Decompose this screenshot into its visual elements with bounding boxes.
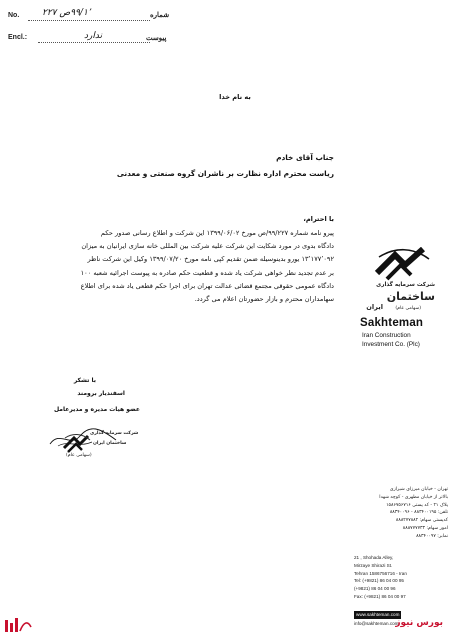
letter-body <box>80 227 334 306</box>
company-fa-line-4: (سهامی عام) <box>395 306 421 311</box>
letter-number-row <box>8 8 168 22</box>
enclosure-label: Encl.: <box>8 34 28 41</box>
contact-fa-block <box>352 486 448 541</box>
contact-en-line: Mirzaye Shirazi St. <box>354 562 393 568</box>
signer-name: اسفندیار برومند <box>77 390 125 397</box>
greeting: با احترام، <box>303 215 334 223</box>
contact-en-line: (+9821) 86 04 00 96 <box>354 586 396 592</box>
enclosure-fa-label: پیوست <box>146 35 167 42</box>
contact-fa-line: پلاک ۲۱ - کد پستی ۱۵۸۶۷۵۶۷۱۶ <box>386 502 448 508</box>
contact-fa-line: امور سهام: ۸۸۸۷۷۷۷۳۳ <box>402 525 448 531</box>
company-fa-line-2: ساختمان <box>386 290 435 303</box>
body-line: پیرو نامه شماره ۹۹/۲۲۷/ص مورخ ۱۳۹۹/۰۶/۰۲ این شرکت و اطلاع رسانی صدور حکم <box>100 229 334 237</box>
company-en-name: Sakhteman <box>360 317 424 329</box>
recipient-name: جناب آقای خادم <box>276 153 334 162</box>
company-en-line-2: Iran Construction <box>362 332 411 339</box>
company-fa-line-1: شرکت سرمایه گذاری <box>376 282 435 288</box>
contact-en-line: info@sakhteman.com <box>354 620 399 626</box>
closing: با تشکر <box>73 377 96 384</box>
body-line: سهامداران محترم و بازار حضورتان اعلام می گردد. <box>194 295 334 304</box>
contact-fa-line: بالاتر از خیابان مطهری - کوچه شهدا <box>379 494 448 500</box>
contact-en-line: Fax: (+9821) 86 04 00 97 <box>354 593 406 599</box>
number-value: ۹۹/۱٬ص ۲۲۷ <box>42 8 91 18</box>
company-logo-icon <box>373 247 433 281</box>
number-dotted-line <box>28 20 150 21</box>
basmala: به نام خدا <box>219 93 251 101</box>
contact-en-line: Tel: (+9821) 86 04 00 95 <box>354 578 404 584</box>
stamp-line-3: (سهامی عام) <box>66 453 92 458</box>
enclosure-value: ندارد <box>84 31 103 41</box>
company-stamp <box>30 424 140 474</box>
contact-en-line: Tehran 1586756716 - Iran <box>354 570 407 576</box>
contact-fa-line: تلفن: ۸۸۳۴۰۰۱۹۵ - ۸۸۳۴۰۰۹۶ <box>389 510 448 516</box>
contact-fa-line: کدپستی سهام: ۸۸۸۲۷۷۸۸۲ <box>395 518 448 524</box>
body-line: دادگاه عمومی حقوقی مجتمع قضائی عدالت تهران برای اجرا حکم قطعی یاد شده برای اطلاع <box>80 281 334 290</box>
contact-en-line: www.sakhteman.com <box>356 611 400 617</box>
company-fa-line-3: ایران <box>366 303 383 311</box>
contact-fa-line: نمابر: ۸۸۳۴۰۰۹۷ <box>416 533 448 539</box>
stamp-line-1: شرکت سرمایه گذاری <box>90 431 139 436</box>
contact-en-line: 21 , Shohada Alley, <box>354 555 394 560</box>
stamp-line-2: ساختمان ایران <box>93 441 127 446</box>
signer-title: عضو هیات مدیره و مدیرعامل <box>53 406 140 413</box>
body-line: دادگاه بدوی در مورد شکایت این شرکت علیه شرکت بین المللی خانه سازی ایرانیان به میزان <box>81 242 334 251</box>
body-line: ۱۳٬۱۷۷٬۰۹۲ یورو بدینوسیله ضمن تقدیم کپی نامه مورخ ۱۳۹۹/۰۷/۲۰ وکیل این شرکت ناظر <box>87 255 334 264</box>
number-label: No. <box>8 12 20 19</box>
body-line: بر عدم تجدید نظر خواهی شرکت یاد شده و قطعیت حکم صادره به پیوست اجرائیه شعبه ۱۰۰ <box>80 268 334 277</box>
signature-scribble <box>48 426 118 450</box>
enclosure-row <box>8 31 168 45</box>
company-en-line-3: Investment Co. (Plc) <box>362 341 420 348</box>
watermark-logo-icon <box>4 617 32 635</box>
contact-fa-line: تهران - خیابان میرزای شیرازی <box>389 487 448 492</box>
enclosure-dotted-line <box>38 42 150 43</box>
watermark-text: بورس نیوز <box>395 618 443 628</box>
number-fa-label: شماره <box>150 12 170 19</box>
contact-en-block <box>354 554 450 628</box>
recipient-title: ریاست محترم اداره نظارت بر ناشران گروه صنعتی و معدنی <box>116 169 334 178</box>
